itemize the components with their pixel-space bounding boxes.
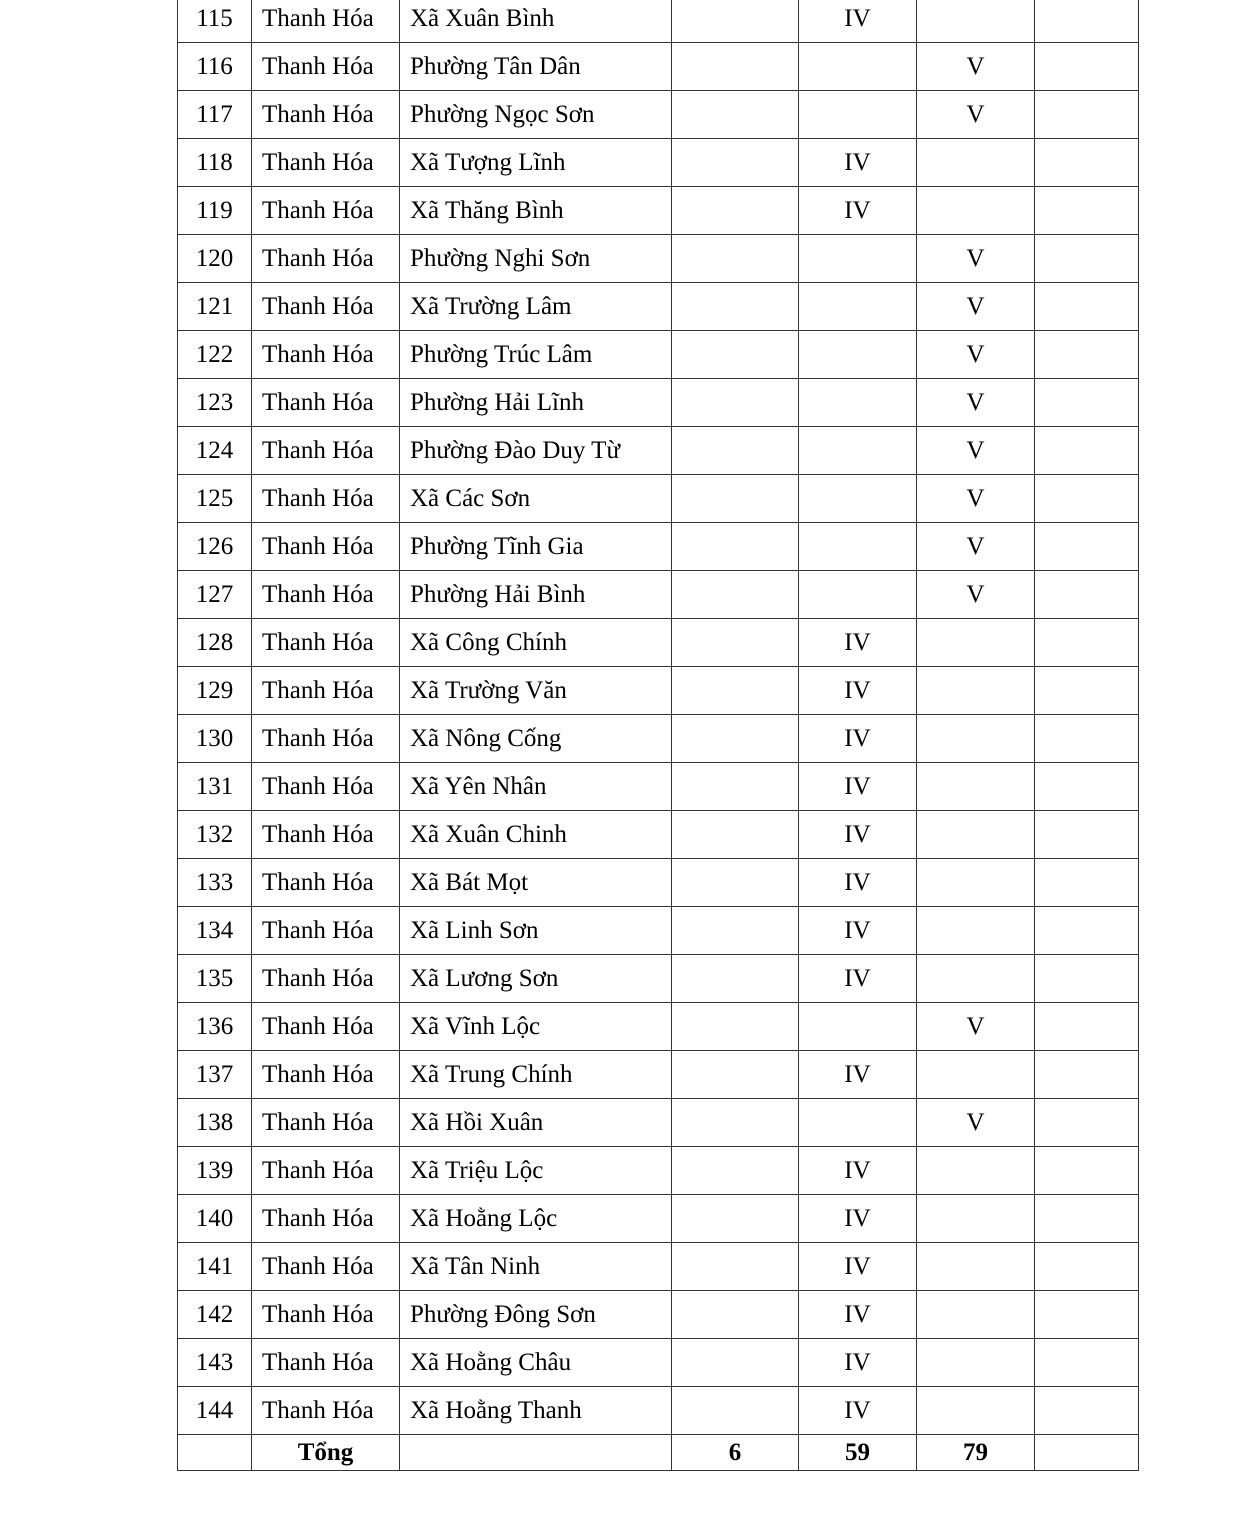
unit-name-cell: Xã Bát Mọt [400, 859, 672, 907]
extra-cell [1035, 523, 1139, 571]
province-cell: Thanh Hóa [252, 907, 400, 955]
type-v-cell: V [917, 331, 1035, 379]
type-v-cell: V [917, 571, 1035, 619]
table-row [178, 1099, 1139, 1147]
type-v-cell [917, 1291, 1035, 1339]
row-number: 144 [178, 1387, 252, 1435]
table-row [178, 1339, 1139, 1387]
type-1-cell [672, 1003, 799, 1051]
extra-cell [1035, 667, 1139, 715]
type-iv-cell [799, 283, 917, 331]
type-iv-cell [799, 91, 917, 139]
type-iv-cell [799, 523, 917, 571]
unit-name-cell: Xã Công Chính [400, 619, 672, 667]
type-v-cell: V [917, 427, 1035, 475]
extra-cell [1035, 187, 1139, 235]
unit-name-cell: Phường Đông Sơn [400, 1291, 672, 1339]
row-number: 128 [178, 619, 252, 667]
province-cell: Thanh Hóa [252, 619, 400, 667]
extra-cell [1035, 763, 1139, 811]
province-cell: Thanh Hóa [252, 811, 400, 859]
type-iv-cell: IV [799, 187, 917, 235]
row-number: 130 [178, 715, 252, 763]
province-cell: Thanh Hóa [252, 763, 400, 811]
type-1-cell [672, 43, 799, 91]
type-1-cell [672, 571, 799, 619]
extra-cell [1035, 1387, 1139, 1435]
type-iv-cell: IV [799, 619, 917, 667]
extra-cell [1035, 1147, 1139, 1195]
unit-name-cell: Phường Hải Bình [400, 571, 672, 619]
type-v-cell: V [917, 283, 1035, 331]
type-1-cell [672, 1147, 799, 1195]
type-iv-cell: IV [799, 1339, 917, 1387]
table-row [178, 1003, 1139, 1051]
type-iv-cell: IV [799, 763, 917, 811]
table-row [178, 859, 1139, 907]
extra-cell [1035, 619, 1139, 667]
province-cell: Thanh Hóa [252, 235, 400, 283]
unit-name-cell: Xã Nông Cống [400, 715, 672, 763]
type-v-cell [917, 1339, 1035, 1387]
extra-cell [1035, 139, 1139, 187]
type-1-cell [672, 283, 799, 331]
row-number: 117 [178, 91, 252, 139]
type-v-cell: V [917, 91, 1035, 139]
classification-table [177, 0, 1139, 1471]
unit-name-cell: Xã Xuân Bình [400, 0, 672, 43]
province-cell: Thanh Hóa [252, 331, 400, 379]
type-v-cell [917, 907, 1035, 955]
type-iv-cell: IV [799, 811, 917, 859]
type-v-cell: V [917, 235, 1035, 283]
row-number: 140 [178, 1195, 252, 1243]
unit-name-cell: Phường Tân Dân [400, 43, 672, 91]
unit-name-cell: Xã Vĩnh Lộc [400, 1003, 672, 1051]
extra-cell [1035, 1099, 1139, 1147]
total-row [178, 1435, 1139, 1471]
table-body [178, 0, 1139, 1435]
total-type-iv-count: 59 [799, 1435, 917, 1471]
extra-cell [1035, 955, 1139, 1003]
unit-name-cell: Xã Trung Chính [400, 1051, 672, 1099]
unit-name-cell: Xã Hoằng Châu [400, 1339, 672, 1387]
type-1-cell [672, 0, 799, 43]
total-extra-cell [1035, 1435, 1139, 1471]
province-cell: Thanh Hóa [252, 1291, 400, 1339]
table-row [178, 139, 1139, 187]
type-iv-cell: IV [799, 1051, 917, 1099]
type-iv-cell: IV [799, 0, 917, 43]
type-iv-cell: IV [799, 1147, 917, 1195]
table-row [178, 523, 1139, 571]
type-v-cell [917, 619, 1035, 667]
unit-name-cell: Phường Đào Duy Từ [400, 427, 672, 475]
type-v-cell [917, 1051, 1035, 1099]
total-type-v-count: 79 [917, 1435, 1035, 1471]
unit-name-cell: Xã Xuân Chinh [400, 811, 672, 859]
type-iv-cell: IV [799, 139, 917, 187]
province-cell: Thanh Hóa [252, 475, 400, 523]
unit-name-cell: Xã Hồi Xuân [400, 1099, 672, 1147]
unit-name-cell: Xã Thăng Bình [400, 187, 672, 235]
type-iv-cell [799, 571, 917, 619]
row-number: 137 [178, 1051, 252, 1099]
row-number: 135 [178, 955, 252, 1003]
type-iv-cell: IV [799, 715, 917, 763]
type-1-cell [672, 235, 799, 283]
row-number: 139 [178, 1147, 252, 1195]
type-v-cell: V [917, 475, 1035, 523]
type-iv-cell [799, 235, 917, 283]
province-cell: Thanh Hóa [252, 1195, 400, 1243]
extra-cell [1035, 0, 1139, 43]
type-1-cell [672, 715, 799, 763]
type-iv-cell: IV [799, 955, 917, 1003]
extra-cell [1035, 1339, 1139, 1387]
row-number: 125 [178, 475, 252, 523]
province-cell: Thanh Hóa [252, 523, 400, 571]
type-1-cell [672, 187, 799, 235]
type-1-cell [672, 1051, 799, 1099]
unit-name-cell: Xã Tượng Lĩnh [400, 139, 672, 187]
type-v-cell [917, 1387, 1035, 1435]
type-v-cell: V [917, 1003, 1035, 1051]
extra-cell [1035, 1291, 1139, 1339]
type-1-cell [672, 523, 799, 571]
type-1-cell [672, 427, 799, 475]
type-iv-cell [799, 379, 917, 427]
row-number: 121 [178, 283, 252, 331]
province-cell: Thanh Hóa [252, 379, 400, 427]
table-row [178, 187, 1139, 235]
type-v-cell: V [917, 1099, 1035, 1147]
type-v-cell [917, 667, 1035, 715]
type-1-cell [672, 907, 799, 955]
extra-cell [1035, 715, 1139, 763]
unit-name-cell: Xã Linh Sơn [400, 907, 672, 955]
total-no-cell [178, 1435, 252, 1471]
unit-name-cell: Phường Ngọc Sơn [400, 91, 672, 139]
type-1-cell [672, 859, 799, 907]
row-number: 119 [178, 187, 252, 235]
type-1-cell [672, 619, 799, 667]
unit-name-cell: Phường Trúc Lâm [400, 331, 672, 379]
type-1-cell [672, 475, 799, 523]
type-v-cell [917, 715, 1035, 763]
row-number: 120 [178, 235, 252, 283]
unit-name-cell: Phường Nghi Sơn [400, 235, 672, 283]
unit-name-cell: Xã Hoằng Lộc [400, 1195, 672, 1243]
table-row [178, 475, 1139, 523]
province-cell: Thanh Hóa [252, 1243, 400, 1291]
type-1-cell [672, 667, 799, 715]
row-number: 131 [178, 763, 252, 811]
table-row [178, 235, 1139, 283]
table-row [178, 0, 1139, 43]
unit-name-cell: Xã Tân Ninh [400, 1243, 672, 1291]
unit-name-cell: Xã Các Sơn [400, 475, 672, 523]
table-row [178, 571, 1139, 619]
type-v-cell: V [917, 43, 1035, 91]
type-1-cell [672, 1243, 799, 1291]
extra-cell [1035, 1003, 1139, 1051]
type-v-cell [917, 763, 1035, 811]
type-iv-cell [799, 475, 917, 523]
type-v-cell [917, 1147, 1035, 1195]
row-number: 134 [178, 907, 252, 955]
unit-name-cell: Phường Tĩnh Gia [400, 523, 672, 571]
table-row [178, 1291, 1139, 1339]
type-v-cell [917, 1195, 1035, 1243]
table-row [178, 1387, 1139, 1435]
row-number: 118 [178, 139, 252, 187]
table-row [178, 379, 1139, 427]
type-v-cell [917, 0, 1035, 43]
total-type-1-count: 6 [672, 1435, 799, 1471]
province-cell: Thanh Hóa [252, 1387, 400, 1435]
type-1-cell [672, 1195, 799, 1243]
table-row [178, 427, 1139, 475]
table-row [178, 955, 1139, 1003]
province-cell: Thanh Hóa [252, 427, 400, 475]
type-1-cell [672, 955, 799, 1003]
unit-name-cell: Xã Hoằng Thanh [400, 1387, 672, 1435]
extra-cell [1035, 235, 1139, 283]
extra-cell [1035, 283, 1139, 331]
extra-cell [1035, 571, 1139, 619]
unit-name-cell: Xã Yên Nhân [400, 763, 672, 811]
type-1-cell [672, 811, 799, 859]
unit-name-cell: Xã Triệu Lộc [400, 1147, 672, 1195]
type-1-cell [672, 91, 799, 139]
extra-cell [1035, 43, 1139, 91]
province-cell: Thanh Hóa [252, 667, 400, 715]
type-1-cell [672, 1291, 799, 1339]
row-number: 141 [178, 1243, 252, 1291]
extra-cell [1035, 859, 1139, 907]
type-1-cell [672, 1387, 799, 1435]
type-1-cell [672, 139, 799, 187]
type-1-cell [672, 1339, 799, 1387]
type-v-cell [917, 139, 1035, 187]
province-cell: Thanh Hóa [252, 187, 400, 235]
row-number: 136 [178, 1003, 252, 1051]
province-cell: Thanh Hóa [252, 91, 400, 139]
row-number: 143 [178, 1339, 252, 1387]
table-row [178, 763, 1139, 811]
type-iv-cell [799, 1099, 917, 1147]
table-row [178, 907, 1139, 955]
row-number: 138 [178, 1099, 252, 1147]
row-number: 115 [178, 0, 252, 43]
table-row [178, 1147, 1139, 1195]
table-row [178, 1195, 1139, 1243]
type-v-cell [917, 1243, 1035, 1291]
province-cell: Thanh Hóa [252, 1003, 400, 1051]
extra-cell [1035, 91, 1139, 139]
type-v-cell [917, 187, 1035, 235]
unit-name-cell: Phường Hải Lĩnh [400, 379, 672, 427]
total-unit-cell [400, 1435, 672, 1471]
table-row [178, 283, 1139, 331]
table-row [178, 1051, 1139, 1099]
type-v-cell: V [917, 379, 1035, 427]
table-row [178, 667, 1139, 715]
type-v-cell [917, 859, 1035, 907]
type-iv-cell: IV [799, 1195, 917, 1243]
province-cell: Thanh Hóa [252, 1147, 400, 1195]
extra-cell [1035, 907, 1139, 955]
province-cell: Thanh Hóa [252, 571, 400, 619]
province-cell: Thanh Hóa [252, 955, 400, 1003]
province-cell: Thanh Hóa [252, 139, 400, 187]
province-cell: Thanh Hóa [252, 1051, 400, 1099]
type-1-cell [672, 331, 799, 379]
province-cell: Thanh Hóa [252, 859, 400, 907]
unit-name-cell: Xã Trường Lâm [400, 283, 672, 331]
row-number: 123 [178, 379, 252, 427]
type-iv-cell: IV [799, 1291, 917, 1339]
table-row [178, 715, 1139, 763]
row-number: 133 [178, 859, 252, 907]
unit-name-cell: Xã Trường Văn [400, 667, 672, 715]
type-v-cell [917, 811, 1035, 859]
province-cell: Thanh Hóa [252, 283, 400, 331]
type-1-cell [672, 763, 799, 811]
extra-cell [1035, 427, 1139, 475]
table-row [178, 43, 1139, 91]
type-v-cell [917, 955, 1035, 1003]
province-cell: Thanh Hóa [252, 1339, 400, 1387]
total-label: Tổng [252, 1435, 400, 1471]
row-number: 132 [178, 811, 252, 859]
extra-cell [1035, 811, 1139, 859]
row-number: 122 [178, 331, 252, 379]
extra-cell [1035, 1051, 1139, 1099]
province-cell: Thanh Hóa [252, 1099, 400, 1147]
row-number: 124 [178, 427, 252, 475]
extra-cell [1035, 331, 1139, 379]
row-number: 127 [178, 571, 252, 619]
row-number: 142 [178, 1291, 252, 1339]
unit-name-cell: Xã Lương Sơn [400, 955, 672, 1003]
type-iv-cell: IV [799, 667, 917, 715]
row-number: 126 [178, 523, 252, 571]
extra-cell [1035, 379, 1139, 427]
row-number: 129 [178, 667, 252, 715]
province-cell: Thanh Hóa [252, 43, 400, 91]
row-number: 116 [178, 43, 252, 91]
table-row [178, 811, 1139, 859]
province-cell: Thanh Hóa [252, 715, 400, 763]
type-iv-cell: IV [799, 1243, 917, 1291]
type-iv-cell: IV [799, 1387, 917, 1435]
type-iv-cell [799, 427, 917, 475]
province-cell: Thanh Hóa [252, 0, 400, 43]
extra-cell [1035, 1195, 1139, 1243]
type-v-cell: V [917, 523, 1035, 571]
table-row [178, 1243, 1139, 1291]
type-iv-cell: IV [799, 907, 917, 955]
type-iv-cell [799, 43, 917, 91]
type-1-cell [672, 379, 799, 427]
extra-cell [1035, 475, 1139, 523]
table-row [178, 619, 1139, 667]
type-iv-cell: IV [799, 859, 917, 907]
type-1-cell [672, 1099, 799, 1147]
extra-cell [1035, 1243, 1139, 1291]
table-row [178, 331, 1139, 379]
type-iv-cell [799, 1003, 917, 1051]
table-row [178, 91, 1139, 139]
type-iv-cell [799, 331, 917, 379]
